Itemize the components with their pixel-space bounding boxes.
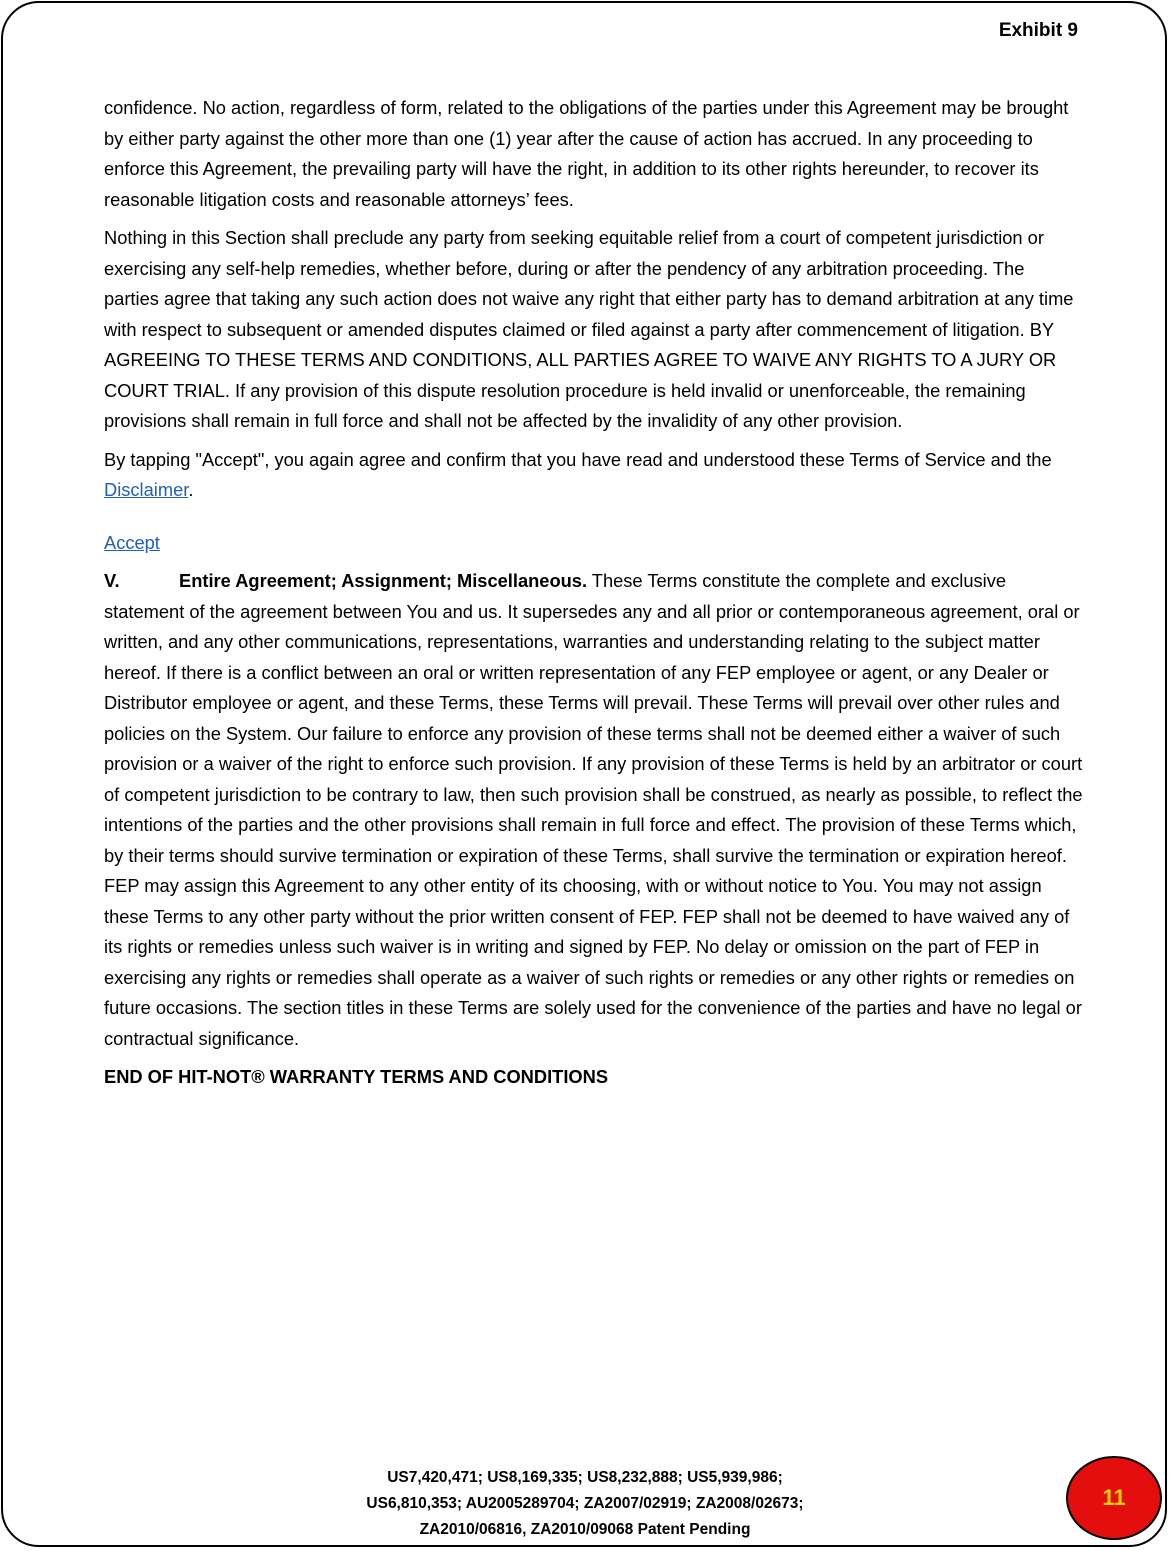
patent-line-3: ZA2010/06816, ZA2010/09068 Patent Pending [419, 1521, 751, 1538]
section-text: These Terms constitute the complete and exclusive statement of the agreement between You and us. It supersedes any and all prior or contemporaneous agreement, oral or written, and any other communications, representations, warranties and understanding relating to the subject matter hereof. If there is a conflict between an oral or written representation of any FEP employee or agent, or any Dealer or Distributor employee or agent, and these Terms, these Terms will prevail. These Terms will prevail over other rules and policies on the System. Our failure to enforce any provision of these terms shall not be deemed either a waiver of such provision or a waiver of the right to enforce such provision. If any provision of these Terms is held by an arbitrator or court of competent jurisdiction to be contrary to law, then such provision shall be construed, as nearly as possible, to reflect the intentions of the parties and the other provisions shall remain in full force and effect. The provision of these Terms which, by their terms should survive termination or expiration of these Terms, shall survive the termination or expiration hereof. FEP may assign this Agreement to any other entity of its choosing, with or without notice to You. You may not assign these Terms to any other party without the prior written consent of FEP. FEP shall not be deemed to have waived any of its rights or remedies unless such waiver is in writing and signed by FEP. No delay or omission on the part of FEP in exercising any rights or remedies shall operate as a waiver of such rights or remedies or any other rights or remedies on future occasions. The section titles in these Terms are solely used for the convenience of the parties and have no legal or contractual significance. [104, 570, 1083, 1049]
section-v-paragraph [104, 566, 1084, 1054]
document-body [104, 93, 1084, 1101]
section-title: Entire Agreement; Assignment; Miscellaneous. [179, 570, 588, 591]
patent-line-1: US7,420,471; US8,169,335; US8,232,888; US5,939,986; [387, 1469, 783, 1486]
paragraph-accept-confirmation [104, 445, 1084, 506]
exhibit-label: Exhibit 9 [998, 20, 1078, 41]
end-heading: END OF HIT-NOT® WARRANTY TERMS AND CONDITIONS [104, 1066, 609, 1087]
accept-paragraph [104, 528, 1084, 559]
accept-confirmation-period: . [188, 479, 194, 500]
paragraph-equitable-relief: Nothing in this Section shall preclude any party from seeking equitable relief from a court of competent jurisdiction or exercising any self-help remedies, whether before, during or after the pendency of any arbitration proceeding. The parties agree that taking any such action does not waive any right that either party has to demand arbitration at any time with respect to subsequent or amended disputes claimed or filed against a party after commencement of litigation. BY AGREEING TO THESE TERMS AND CONDITIONS, ALL PARTIES AGREE TO WAIVE ANY RIGHTS TO A JURY OR COURT TRIAL. If any provision of this dispute resolution procedure is held invalid or unenforceable, the remaining provisions shall remain in full force and shall not be affected by the invalidity of any other provision. [104, 227, 1074, 431]
patent-line-2: US6,810,353; AU2005289704; ZA2007/02919; ZA2008/02673; [366, 1495, 804, 1512]
accept-link[interactable]: Accept [104, 531, 160, 553]
accept-confirmation-text: By tapping "Accept", you again agree and confirm that you have read and understood these Terms of Service and the [104, 448, 1052, 470]
section-number: V. [104, 570, 120, 591]
page-number-badge: 11 [1066, 1456, 1162, 1540]
patent-footer [250, 1465, 920, 1543]
paragraph-litigation-costs: confidence. No action, regardless of form, related to the obligations of the parties under this Agreement may be brought by either party against the other more than one (1) year after the cause of action has accrued. In any proceeding to enforce this Agreement, the prevailing party will have the right, in addition to its other rights hereunder, to recover its reasonable litigation costs and reasonable attorneys’ fees. [104, 97, 1069, 210]
disclaimer-link[interactable]: Disclaimer [104, 479, 189, 500]
